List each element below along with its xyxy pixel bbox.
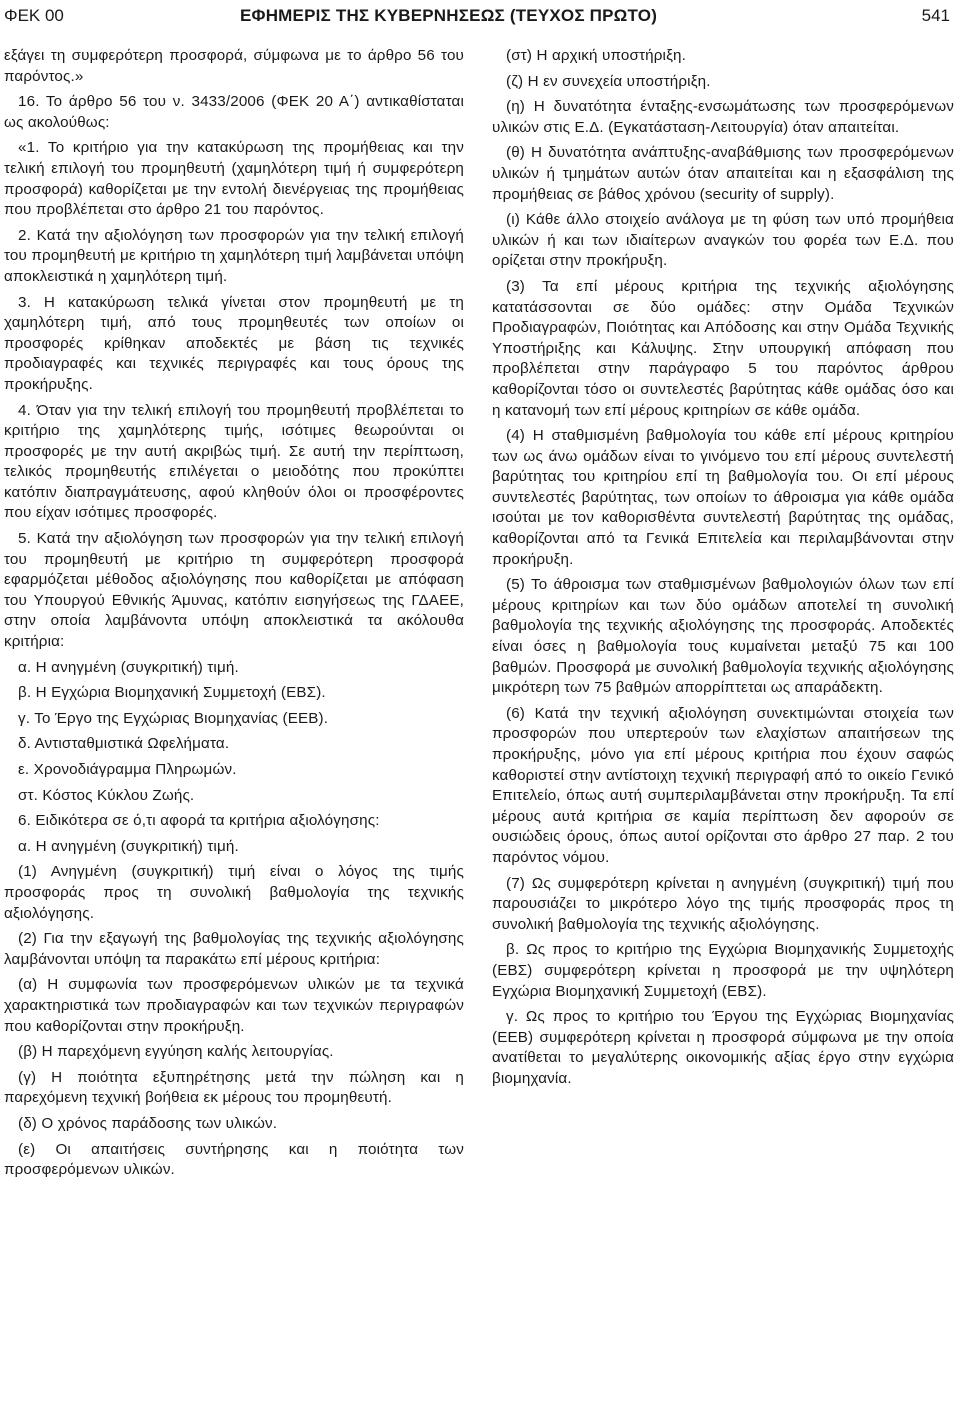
gazette-title: ΕΦΗΜΕΡΙΣ ΤΗΣ ΚΥΒΕΡΝΗΣΕΩΣ (ΤΕΥΧΟΣ ΠΡΩΤΟ)	[240, 6, 658, 25]
paragraph: 5. Κατά την αξιολόγηση των προσφορών για την τελική επιλογή του προμηθευτή με κριτήριο τη συμφερότερη προσφορά εφαρμόζεται μέθοδος αξιολόγησης που καθορίζεται με απόφαση του Υπουργού Εθνικής Άμυνας, κατόπιν εισηγήσεως της ΓΔΑΕΕ, στην οποία λαμβάνοντα υπόψη αποκλειστικά τα ακόλουθα κριτήρια:	[4, 530, 464, 651]
criterion-item: β. Η Εγχώρια Βιομηχανική Συμμετοχή (ΕΒΣ).	[18, 684, 326, 702]
paragraph: 16. Το άρθρο 56 του ν. 3433/2006 (ΦΕΚ 20 Α΄) αντικαθίσταται ως ακολούθως:	[4, 93, 464, 131]
paragraph: (α) Η συμφωνία των προσφερόμενων υλικών με τα τεχνικά χαρακτηριστικά των προδιαγραφών και των τεχνικών περιγραφών που καθορίζονται στην προκήρυξη.	[4, 976, 464, 1035]
paragraph: (στ) Η αρχική υποστήριξη.	[506, 47, 686, 64]
right-column	[492, 46, 954, 1095]
paragraph: (ε) Οι απαιτήσεις συντήρησης και η ποιότητα των προσφερόμενων υλικών.	[4, 1140, 464, 1179]
paragraph: (ι) Κάθε άλλο στοιχείο ανάλογα με τη φύση των υπό προμήθεια υλικών ή και των ιδιαίτερων αναγκών του φορέα των Ε.Δ. που ορίζεται στην προκήρυξη.	[492, 211, 954, 270]
paragraph: (1) Ανηγμένη (συγκριτική) τιμή είναι ο λόγος της τιμής προσφοράς προς τη συνολική βαθμολογία της τεχνικής αξιολόγησης.	[4, 863, 464, 922]
paragraph: (δ) Ο χρόνος παράδοσης των υλικών.	[18, 1114, 278, 1132]
paragraph: «1. Το κριτήριο για την κατακύρωση της προμήθειας και την τελική επιλογή του προμηθευτή (χαμηλότερη τιμή ή συμφερότερη προσφορά) καθορίζεται με την εντολή διενέργειας της προμήθειας που προβλέπεται στο άρθρο 21 του παρόντος.	[4, 139, 464, 219]
paragraph: β. Ως προς το κριτήριο της Εγχώρια Βιομηχανικής Συμμετοχής (ΕΒΣ) συμφερότερη κρίνεται η προσφορά με την υψηλότερη Εγχώρια Βιομηχανική Συμμετοχή (ΕΒΣ).	[492, 941, 954, 1000]
paragraph: (7) Ως συμφερότερη κρίνεται η ανηγμένη (συγκριτική) τιμή που παρουσιάζει το μικρότερο λόγο της τιμής προσφοράς προς τη συνολική βαθμολογία της τεχνικής αξιολόγησης.	[492, 874, 954, 933]
paragraph: (3) Τα επί μέρους κριτήρια της τεχνικής αξιολόγησης κατατάσσονται σε δύο ομάδες: στην Ομάδα Τεχνικών Προδιαγραφών, Ποιότητας και Απόδοσης και στην Ομάδα Τεχνικής Υποστήριξης και Κάλυψης. Στην υπουργική απόφαση που προβλέπεται στην παράγραφο 5 του παρόντος άρθρου καθορίζονται τόσο οι συντελεστές βαρύτητας κάθε ομάδας όσο και η κατανομή των επί μέρους κριτηρίων σε κάθε ομάδα.	[492, 277, 954, 419]
paragraph: γ. Ως προς το κριτήριο του Έργου της Εγχώριας Βιομηχανίας (ΕΕΒ) συμφερότερη κρίνεται η προσφορά σύμφωνα με την οποία ανατίθεται το μεγαλύτερης οικονομικής αξίας έργο στην εγχώρια βιομηχανία.	[492, 1008, 954, 1087]
paragraph: (4) Η σταθμισμένη βαθμολογία του κάθε επί μέρους κριτηρίου των ως άνω ομάδων είναι το γινόμενο του επί μέρους συντελεστή βαρύτητας του κριτηρίου επί τη βαθμολογία του. Οι επί μέρους συντελεστές βαρύτητας, των οποίων το άθροισμα για κάθε ομάδα ισούται με τον καθορισθέντα συντελεστή βαρύτητας της ομάδας, καθορίζονται από τα Γενικά Επιτελεία και περιλαμβάνονται στην προκήρυξη.	[492, 427, 954, 568]
criterion-item: α. Η ανηγμένη (συγκριτική) τιμή.	[18, 658, 239, 676]
paragraph: (η) Η δυνατότητα ένταξης-ενσωμάτωσης των προσφερόμενων υλικών στις Ε.Δ. (Εγκατάσταση-Λειτουργία) όταν απαιτείται.	[492, 98, 954, 136]
paragraph: α. Η ανηγμένη (συγκριτική) τιμή.	[18, 837, 239, 855]
page-header	[0, 0, 960, 34]
paragraph: (θ) Η δυνατότητα ανάπτυξης-αναβάθμισης των προσφερόμενων υλικών ή τμημάτων αυτών όταν απαιτείται και η εξασφάλιση της προμήθειας σε βάθος χρόνου (security of supply).	[492, 144, 954, 203]
paragraph: 3. Η κατακύρωση τελικά γίνεται στον προμηθευτή με τη χαμηλότερη τιμή, από τους προμηθευτές των οποίων οι προσφορές κρίθηκαν αποδεκτές με βάση τις τεχνικές προδιαγραφές και τεχνικές περιγραφές και τους όρους της προκήρυξης.	[4, 293, 464, 393]
paragraph: (5) Το άθροισμα των σταθμισμένων βαθμολογιών όλων των επί μέρους κριτηρίων και των δύο ομάδων αποτελεί τη συνολική βαθμολογία της τεχνικής αξιολόγησης της προσφοράς. Αποδεκτές είναι όσες η βαθμολογία τους κυμαίνεται μεταξύ 75 και 100 βαθμών. Προσφορά με συνολική βαθμολογία τεχνικής αξιολόγησης μικρότερη των 75 βαθμών απορρίπτεται ως απαράδεκτη.	[492, 576, 954, 697]
gazette-issue: ΦΕΚ 00	[4, 6, 64, 25]
criterion-item: γ. Το Έργο της Εγχώριας Βιομηχανίας (ΕΕΒ).	[18, 709, 329, 727]
paragraph: (2) Για την εξαγωγή της βαθμολογίας της τεχνικής αξιολόγησης λαμβάνονται υπόψη τα παρακάτω επί μέρους κριτήρια:	[4, 930, 464, 968]
left-column	[4, 46, 464, 1186]
criterion-item: ε. Χρονοδιάγραμμα Πληρωμών.	[18, 761, 237, 778]
criterion-item: στ. Κόστος Κύκλου Ζωής.	[18, 786, 195, 804]
paragraph: (ζ) Η εν συνεχεία υποστήριξη.	[506, 72, 711, 90]
paragraph: (6) Κατά την τεχνική αξιολόγηση συνεκτιμώνται στοιχεία των προσφορών που υπερτερούν των ελαχίστων απαιτήσεων της προκήρυξης, μόνο για επί μέρους κριτήρια που έχουν σαφώς καθοριστεί στην αντίστοιχη τεχνική περιγραφή από το οικείο Γενικό Επιτελείο, όπως αυτή συμπεριλαμβάνεται στην προκήρυξη. Τα επί μέρους αυτά κριτήρια σε καμία περίπτωση δεν αφορούν σε ουσιώδεις όρους, όπως αυτοί ορίζονται στο άρθρο 27 παρ. 2 του παρόντος νόμου.	[492, 704, 954, 866]
criterion-item: δ. Αντισταθμιστικά Ωφελήματα.	[18, 735, 230, 753]
paragraph: 6. Ειδικότερα σε ό,τι αφορά τα κριτήρια αξιολόγησης:	[18, 812, 380, 830]
page-number: 541	[921, 6, 950, 25]
paragraph: 4. Όταν για την τελική επιλογή του προμηθευτή προβλέπεται το κριτήριο της χαμηλότερης τιμής, ισότιμες θεωρούνται οι προσφορές με την αυτή ακριβώς τιμή. Σε αυτή την περίπτωση, τελικός προμηθευτής επιλέγεται ο μειοδότης που προκύπτει κατόπιν διαπραγμάτευσης, αφού κληθούν όλοι οι προσφέροντες που είχαν ισότιμες προσφορές.	[4, 401, 464, 522]
paragraph: (γ) Η ποιότητα εξυπηρέτησης μετά την πώληση και η παρεχόμενη τεχνική βοήθεια εκ μέρους του προμηθευτή.	[4, 1068, 464, 1107]
paragraph: 2. Κατά την αξιολόγηση των προσφορών για την τελική επιλογή του προμηθευτή με κριτήριο τη χαμηλότερη τιμή λαμβάνεται υπόψη αποκλειστικά η χαμηλότερη τιμή.	[4, 226, 464, 285]
paragraph: (β) Η παρεχόμενη εγγύηση καλής λειτουργίας.	[18, 1043, 334, 1061]
paragraph: εξάγει τη συμφερότερη προσφορά, σύμφωνα με το άρθρο 56 του παρόντος.»	[4, 47, 464, 85]
